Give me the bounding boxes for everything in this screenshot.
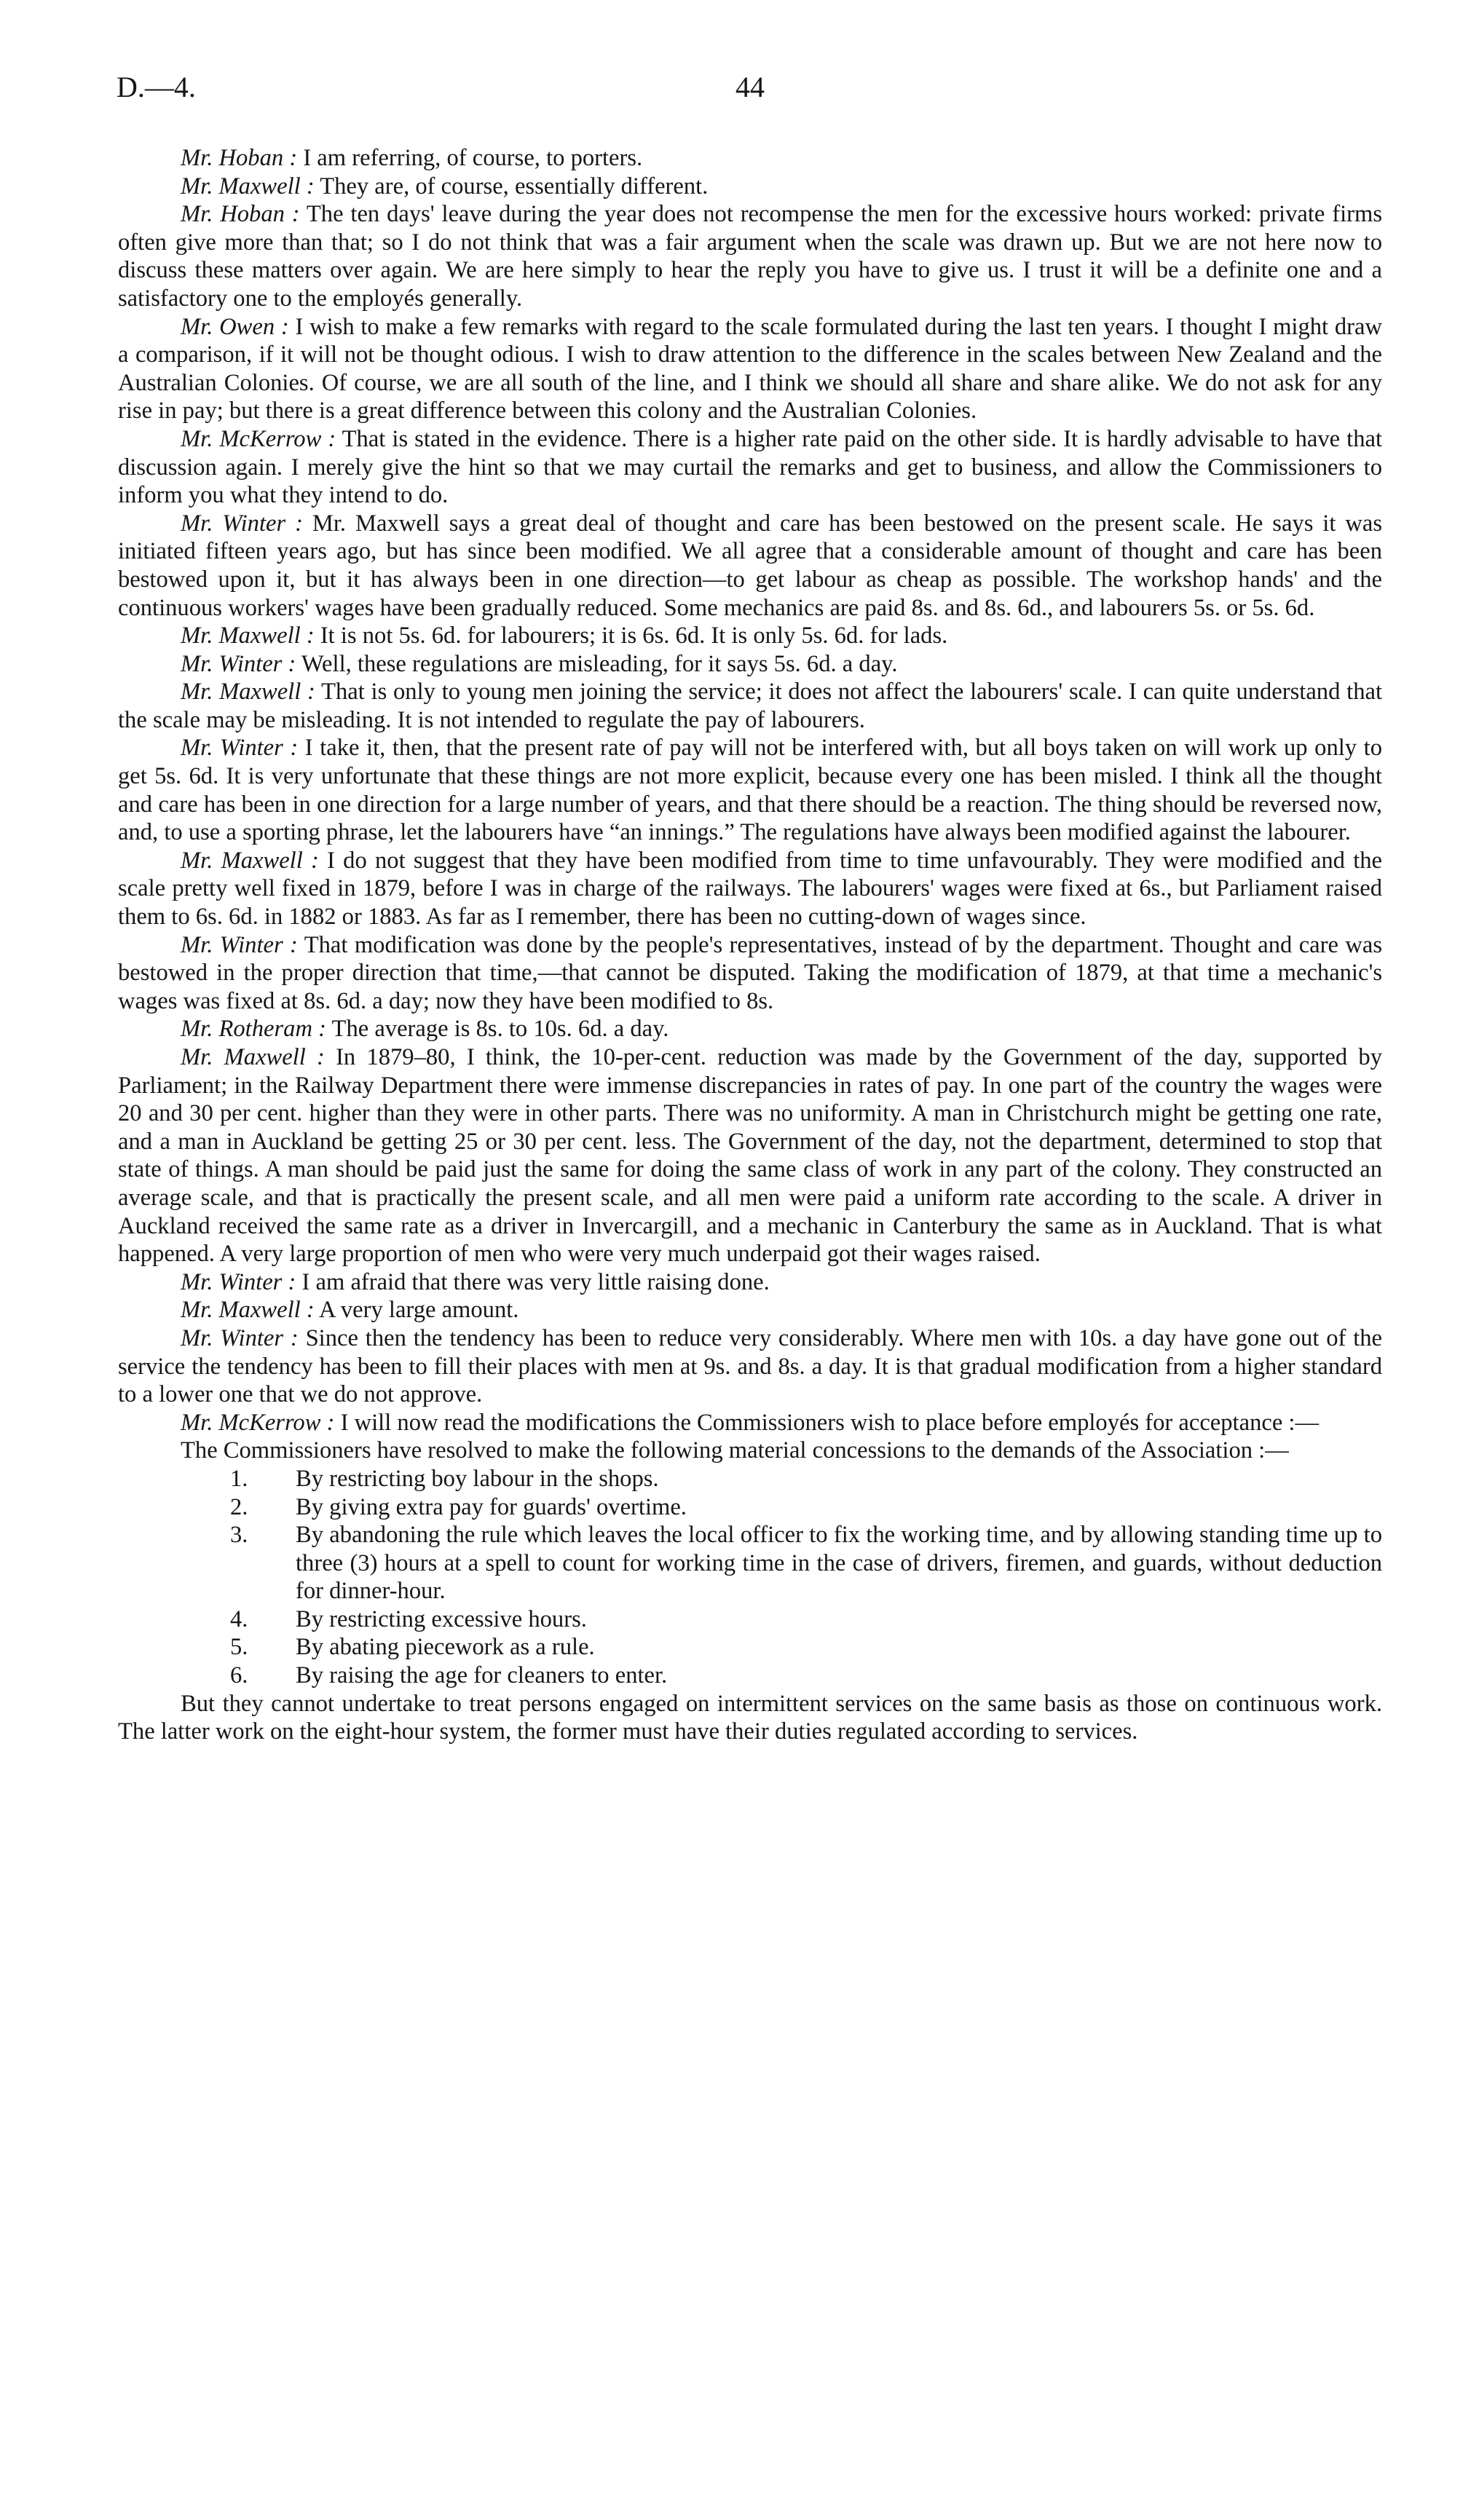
concession-text: By giving extra pay for guards' overtime. [296,1493,687,1520]
dialogue-paragraph [118,425,1382,510]
concession-text: By restricting excessive hours. [296,1605,587,1632]
dialogue-paragraph [118,144,1382,173]
concession-text: By abandoning the rule which leaves the local officer to fix the working time, and by allowing standing time up to three (3) hours at a spell to count for working time in the case of drivers, firemen, and guards, without deduction for dinner-hour. [296,1522,1382,1605]
dialogue-section [118,144,1382,1437]
speech-text: The average is 8s. to 10s. 6d. a day. [326,1016,669,1043]
dialogue-paragraph [118,622,1382,650]
concession-item [118,1662,1382,1690]
dialogue-paragraph [118,1409,1382,1437]
speaker-name: Mr. Rotheram : [181,1016,326,1043]
resolution-intro: The Commissioners have resolved to make the following material concessions to the demands of the Association :— [181,1437,1289,1464]
speech-text: That is stated in the evidence. There is a higher rate paid on the other side. It is hardly advisable to have that discussion again. I merely give the hint so that we may curtail the remarks and get to business, and allow the Commissioners to inform you what they intend to do. [118,425,1382,509]
concession-number: 5. [230,1634,248,1661]
speech-text: In 1879–80, I think, the 10-per-cent. reduction was made by the Government of the day, supported by Parliament; in the Railway Department there were immense discrepancies in rates of pay. In one part of the country the wages were 20 and 30 per cent. higher than they were in other parts. There was no uniformity. A man in Christchurch might be getting one rate, and a man in Auckland be getting 25 or 30 per cent. less. The Government of the day, not the department, determined to stop that state of things. A man should be paid just the same for doing the same class of work in any part of the colony. They constructed an average scale, and that is practically the present scale, and all men were paid a uniform rate according to the scale. A driver in Auckland received the same rate as a driver in Invercargill, and a mechanic in Canterbury the same as in Auckland. That is what happened. A very large proportion of men who were very much underpaid got their wages raised. [118,1044,1382,1268]
document-body [118,144,1382,1746]
dialogue-paragraph [118,1268,1382,1297]
speaker-name: Mr. Maxwell : [181,1044,325,1070]
speech-text: I take it, then, that the present rate of pay will not be interfered with, but all boys taken on will work up only to get 5s. 6d. It is very unfortunate that these things are not more explicit, because every one has been misled. I think all the thought and care has been in one direction for a large number of years, and that there should be a reaction. The thing should be reversed now, and, to use a sporting phrase, let the labourers have “an innings.” The regulations have always been modified against the labourer. [118,735,1382,846]
page-header [117,70,1384,114]
concession-text: By abating piecework as a rule. [296,1634,595,1661]
dialogue-paragraph [118,1043,1382,1268]
speaker-name: Mr. Winter : [181,735,299,762]
dialogue-paragraph [118,734,1382,846]
speaker-name: Mr. Maxwell : [181,847,319,874]
concession-number: 2. [230,1493,248,1520]
speech-text: Mr. Maxwell says a great deal of thought and care has been bestowed on the present scale. He says it was initiated fifteen years ago, but has since been modified. We all agree that a considerable amount of thought and care has been bestowed upon it, but it has always been in one direction—to get labour as cheap as possible. The workshop hands' and the continuous workers' wages have been gradually reduced. Some mechanics are paid 8s. and 8s. 6d., and labourers 5s. or 5s. 6d. [118,510,1383,621]
dialogue-paragraph [118,678,1382,734]
document-reference: D.—4. [117,71,196,103]
speech-text: The ten days' leave during the year does not recompense the men for the excessive hours worked: private firms often give more than that; so I do not think that was a fair argument when the scale was drawn up. But we are not here now to discuss these matters over again. We are here simply to hear the reply you have to give us. I trust it will be a definite one and a satisfactory one to the employés generally. [118,201,1383,312]
speech-text: They are, of course, essentially different. [314,173,709,200]
speaker-name: Mr. Maxwell : [181,623,315,649]
speaker-name: Mr. McKerrow : [181,425,336,452]
concession-item [118,1521,1382,1605]
speaker-name: Mr. McKerrow : [181,1409,335,1436]
speaker-name: Mr. Owen : [181,313,289,340]
dialogue-paragraph [118,173,1382,201]
speaker-name: Mr. Winter : [181,510,303,537]
concession-item [118,1493,1382,1522]
concessions-list [118,1465,1382,1690]
concession-number: 3. [230,1522,248,1549]
dialogue-paragraph [118,313,1382,425]
concession-text: By restricting boy labour in the shops. [296,1465,659,1492]
speech-text: I am afraid that there was very little raising done. [296,1268,770,1295]
dialogue-paragraph [118,1324,1382,1409]
concession-number: 1. [230,1465,248,1492]
speech-text: I am referring, of course, to porters. [297,145,643,171]
speaker-name: Mr. Maxwell : [181,173,315,200]
closing-paragraph: But they cannot undertake to treat persons engaged on intermittent services on the same basis as those on continuous work. The latter work on the eight-hour system, the former must have their duties regulated according to services. [118,1690,1382,1745]
dialogue-paragraph [118,510,1382,622]
speaker-name: Mr. Maxwell : [181,679,315,706]
speaker-name: Mr. Winter : [181,1268,296,1295]
dialogue-paragraph [118,1296,1382,1324]
speech-text: It is not 5s. 6d. for labourers; it is 6s. 6d. It is only 5s. 6d. for lads. [314,623,948,649]
speech-text: I do not suggest that they have been modified from time to time unfavourably. They were modified and the scale pretty well fixed in 1879, before I was in charge of the railways. The labourers' wages were fixed at 6s., but Parliament raised them to 6s. 6d. in 1882 or 1883. As far as I remember, there has been no cutting-down of wages since. [118,847,1382,931]
concession-number: 6. [230,1662,248,1689]
page-number: 44 [735,71,765,103]
concession-number: 4. [230,1605,248,1632]
speech-text: Well, these regulations are misleading, for it says 5s. 6d. a day. [296,650,898,677]
dialogue-paragraph [118,200,1382,312]
speaker-name: Mr. Hoban : [181,145,298,171]
speaker-name: Mr. Winter : [181,1324,299,1351]
dialogue-paragraph [118,931,1382,1016]
speaker-name: Mr. Maxwell : [181,1297,315,1324]
concession-item [118,1605,1382,1634]
speech-text: That modification was done by the people's representatives, instead of by the department. Thought and care was bestowed in the proper direction that time,—that cannot be disputed. Taking the modification of 1879, at that time a mechanic's wages was fixed at 8s. 6d. a day; now they have been modified to 8s. [118,931,1383,1014]
speech-text: Since then the tendency has been to reduce very considerably. Where men with 10s. a day have gone out of the service the tendency has been to fill their places with men at 9s. and 8s. a day. It is that gradual modification from a higher standard to a lower one that we do not approve. [118,1324,1383,1408]
speaker-name: Mr. Winter : [181,931,298,958]
speech-text: A very large amount. [314,1297,519,1324]
speaker-name: Mr. Hoban : [181,201,300,228]
concession-item [118,1465,1382,1493]
dialogue-paragraph [118,847,1382,931]
speech-text: I will now read the modifications the Commissioners wish to place before employés for acceptance :— [334,1409,1320,1436]
speech-text: I wish to make a few remarks with regard to the scale formulated during the last ten years. I thought I might draw a comparison, if it will not be thought odious. I wish to draw attention to the difference in the scales between New Zealand and the Australian Colonies. Of course, we are all south of the line, and I think we should all share and share alike. We do not ask for any rise in pay; but there is a great difference between this colony and the Australian Colonies. [118,313,1382,424]
concession-text: By raising the age for cleaners to enter. [296,1662,668,1689]
dialogue-paragraph [118,650,1382,679]
speech-text: That is only to young men joining the service; it does not affect the labourers' scale. I can quite understand that the scale may be misleading. It is not intended to regulate the pay of labourers. [118,679,1382,733]
speaker-name: Mr. Winter : [181,650,296,677]
concession-item [118,1633,1382,1662]
dialogue-paragraph [118,1015,1382,1043]
